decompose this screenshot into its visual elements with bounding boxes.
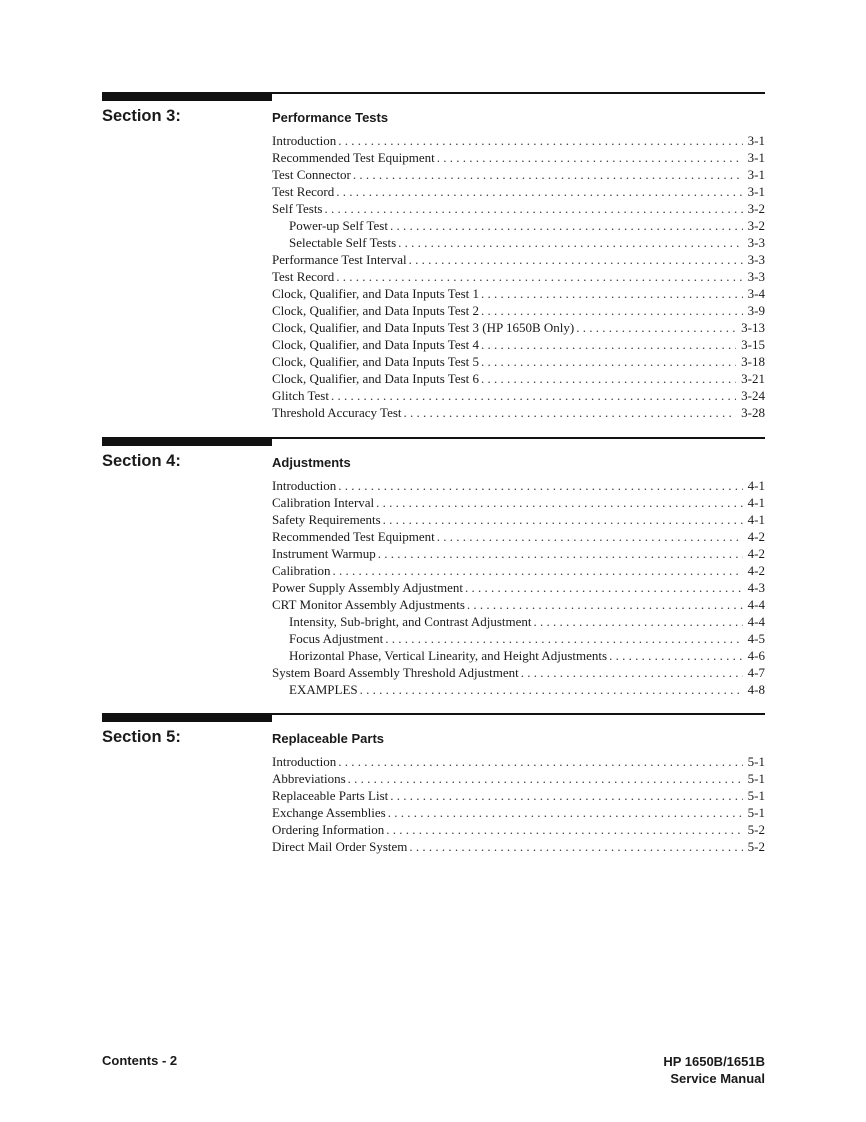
toc-entry[interactable] [272, 132, 765, 149]
toc-entry-page: 4-5 [747, 631, 765, 646]
toc-entry[interactable] [272, 545, 765, 562]
dot-leader [481, 353, 736, 370]
toc-entry-page: 4-1 [747, 495, 765, 510]
toc-entry-page: 3-28 [741, 405, 765, 420]
toc-entry[interactable] [272, 217, 765, 234]
toc-entry-page: 4-2 [747, 546, 765, 561]
toc-entry[interactable] [272, 183, 765, 200]
toc-entry-title: CRT Monitor Assembly Adjustments [272, 597, 465, 612]
toc-entry-page: 4-8 [747, 682, 765, 697]
dot-leader [338, 132, 742, 149]
toc-entry[interactable] [272, 404, 765, 421]
footer-manual-title [663, 1053, 765, 1087]
toc-entry-page: 5-1 [747, 788, 765, 803]
section-title: Performance Tests [272, 110, 389, 125]
toc-entry-title: Test Record [272, 269, 335, 284]
toc-entry[interactable] [272, 528, 765, 545]
toc-entry-page: 3-4 [747, 286, 765, 301]
dot-leader [609, 647, 743, 664]
toc-entry[interactable] [272, 511, 765, 528]
toc-entry-title: Calibration [272, 563, 331, 578]
toc-entry-title: Calibration Interval [272, 495, 375, 510]
toc-entry-page: 3-18 [741, 354, 765, 369]
dot-leader [534, 613, 743, 630]
toc-list [272, 132, 765, 421]
toc-entry-title: Threshold Accuracy Test [272, 405, 402, 420]
dot-leader [481, 336, 736, 353]
section-label: Section 3: [102, 107, 181, 125]
toc-entry-title: Clock, Qualifier, and Data Inputs Test 5 [272, 354, 480, 369]
toc-entry-title: Clock, Qualifier, and Data Inputs Test 2 [272, 303, 480, 318]
dot-leader [467, 596, 743, 613]
dot-leader [481, 370, 736, 387]
toc-entry[interactable] [272, 596, 765, 613]
toc-entry-page: 5-1 [747, 771, 765, 786]
dot-leader [409, 838, 742, 855]
toc-entry[interactable] [272, 268, 765, 285]
toc-entry[interactable] [272, 787, 765, 804]
toc-entry[interactable] [272, 647, 765, 664]
toc-entry[interactable] [272, 753, 765, 770]
dot-leader [437, 528, 743, 545]
toc-entry[interactable] [272, 353, 765, 370]
toc-entry-title: Direct Mail Order System [272, 839, 408, 854]
toc-entry-title: Intensity, Sub-bright, and Contrast Adjustment [289, 614, 532, 629]
toc-entry-title: Replaceable Parts List [272, 788, 389, 803]
toc-entry-page: 3-2 [747, 201, 765, 216]
toc-entry-page: 4-4 [747, 597, 765, 612]
toc-entry-page: 3-1 [747, 167, 765, 182]
footer-manual-name: Service Manual [670, 1071, 765, 1086]
dot-leader [385, 630, 742, 647]
toc-entry[interactable] [272, 770, 765, 787]
toc-entry-title: Test Connector [272, 167, 351, 182]
toc-entry-title: Instrument Warmup [272, 546, 376, 561]
toc-entry-title: Ordering Information [272, 822, 385, 837]
toc-entry[interactable] [272, 200, 765, 217]
toc-entry-title: Self Tests [272, 201, 323, 216]
dot-leader [481, 302, 743, 319]
toc-entry[interactable] [272, 579, 765, 596]
toc-entry-title: Clock, Qualifier, and Data Inputs Test 1 [272, 286, 480, 301]
toc-entry-page: 3-24 [741, 388, 765, 403]
toc-entry-page: 4-3 [747, 580, 765, 595]
toc-entry[interactable] [272, 387, 765, 404]
dot-leader [481, 285, 743, 302]
dot-leader [331, 387, 736, 404]
section-rule-thick [102, 437, 272, 446]
toc-entry-title: Glitch Test [272, 388, 329, 403]
toc-entry-page: 3-3 [747, 235, 765, 250]
toc-entry[interactable] [272, 664, 765, 681]
dot-leader [338, 753, 742, 770]
toc-entry-page: 4-4 [747, 614, 765, 629]
toc-entry-title: Clock, Qualifier, and Data Inputs Test 3 (HP 1650B Only) [272, 320, 575, 335]
toc-entry[interactable] [272, 477, 765, 494]
section-title: Replaceable Parts [272, 731, 385, 746]
toc-entry[interactable] [272, 681, 765, 698]
toc-entry-title: Recommended Test Equipment [272, 529, 435, 544]
dot-leader [576, 319, 736, 336]
dot-leader [398, 234, 743, 251]
toc-entry[interactable] [272, 319, 765, 336]
toc-entry-title: Test Record [272, 184, 335, 199]
toc-entry[interactable] [272, 166, 765, 183]
toc-entry-page: 3-1 [747, 150, 765, 165]
toc-entry-page: 3-3 [747, 252, 765, 267]
toc-entry-page: 3-3 [747, 269, 765, 284]
toc-entry-page: 3-13 [741, 320, 765, 335]
dot-leader [353, 166, 743, 183]
toc-entry[interactable] [272, 251, 765, 268]
dot-leader [383, 511, 743, 528]
dot-leader [325, 200, 743, 217]
dot-leader [390, 217, 743, 234]
toc-entry[interactable] [272, 336, 765, 353]
toc-entry[interactable] [272, 838, 765, 855]
toc-entry[interactable] [272, 302, 765, 319]
dot-leader [333, 562, 743, 579]
dot-leader [388, 804, 743, 821]
dot-leader [378, 545, 743, 562]
toc-entry[interactable] [272, 370, 765, 387]
toc-entry-page: 4-7 [747, 665, 765, 680]
toc-entry-title: EXAMPLES [289, 682, 358, 697]
toc-entry-title: Focus Adjustment [289, 631, 384, 646]
toc-entry-page: 3-9 [747, 303, 765, 318]
section-rule-thick [102, 92, 272, 101]
section-title: Adjustments [272, 455, 351, 470]
toc-entry-title: Performance Test Interval [272, 252, 407, 267]
toc-entry-page: 4-1 [747, 478, 765, 493]
toc-entry[interactable] [272, 494, 765, 511]
toc-entry-title: Safety Requirements [272, 512, 381, 527]
dot-leader [521, 664, 743, 681]
toc-entry-page: 5-1 [747, 805, 765, 820]
dot-leader [386, 821, 742, 838]
toc-entry[interactable] [272, 285, 765, 302]
toc-entry-page: 3-2 [747, 218, 765, 233]
toc-entry[interactable] [272, 149, 765, 166]
toc-entry[interactable] [272, 804, 765, 821]
toc-entry-page: 4-6 [747, 648, 765, 663]
toc-entry-title: Introduction [272, 133, 337, 148]
toc-entry-page: 4-2 [747, 529, 765, 544]
toc-entry[interactable] [272, 562, 765, 579]
toc-entry-title: Recommended Test Equipment [272, 150, 435, 165]
toc-entry-page: 5-2 [747, 839, 765, 854]
dot-leader [360, 681, 743, 698]
toc-entry-title: Introduction [272, 478, 337, 493]
dot-leader [336, 268, 742, 285]
toc-entry-page: 5-2 [747, 822, 765, 837]
toc-list [272, 477, 765, 698]
toc-entry-page: 5-1 [747, 754, 765, 769]
toc-entry-page: 3-1 [747, 184, 765, 199]
toc-entry-title: Clock, Qualifier, and Data Inputs Test 6 [272, 371, 480, 386]
dot-leader [338, 477, 742, 494]
dot-leader [336, 183, 742, 200]
toc-entry-title: Exchange Assemblies [272, 805, 386, 820]
toc-entry-page: 3-1 [747, 133, 765, 148]
toc-entry-title: System Board Assembly Threshold Adjustment [272, 665, 519, 680]
toc-entry[interactable] [272, 630, 765, 647]
dot-leader [390, 787, 742, 804]
toc-entry-page: 3-21 [741, 371, 765, 386]
toc-entry[interactable] [272, 234, 765, 251]
footer-page-label: Contents - 2 [102, 1053, 178, 1068]
toc-entry-title: Horizontal Phase, Vertical Linearity, and Height Adjustments [289, 648, 608, 663]
toc-entry-title: Abbreviations [272, 771, 346, 786]
dot-leader [437, 149, 743, 166]
footer-model: HP 1650B/1651B [663, 1054, 765, 1069]
toc-entry-title: Clock, Qualifier, and Data Inputs Test 4 [272, 337, 480, 352]
toc-entry[interactable] [272, 613, 765, 630]
toc-entry-page: 4-1 [747, 512, 765, 527]
toc-entry[interactable] [272, 821, 765, 838]
dot-leader [376, 494, 742, 511]
toc-list [272, 753, 765, 855]
section-rule-thin [272, 437, 765, 439]
dot-leader [409, 251, 743, 268]
section-rule-thin [272, 713, 765, 715]
dot-leader [348, 770, 743, 787]
toc-entry-page: 4-2 [747, 563, 765, 578]
toc-entry-page: 3-15 [741, 337, 765, 352]
section-rule-thin [272, 92, 765, 94]
toc-entry-title: Introduction [272, 754, 337, 769]
section-rule-thick [102, 713, 272, 722]
section-label: Section 5: [102, 728, 181, 746]
dot-leader [404, 404, 737, 421]
toc-entry-title: Power-up Self Test [289, 218, 388, 233]
section-label: Section 4: [102, 452, 181, 470]
dot-leader [465, 579, 743, 596]
toc-entry-title: Power Supply Assembly Adjustment [272, 580, 464, 595]
toc-entry-title: Selectable Self Tests [289, 235, 397, 250]
